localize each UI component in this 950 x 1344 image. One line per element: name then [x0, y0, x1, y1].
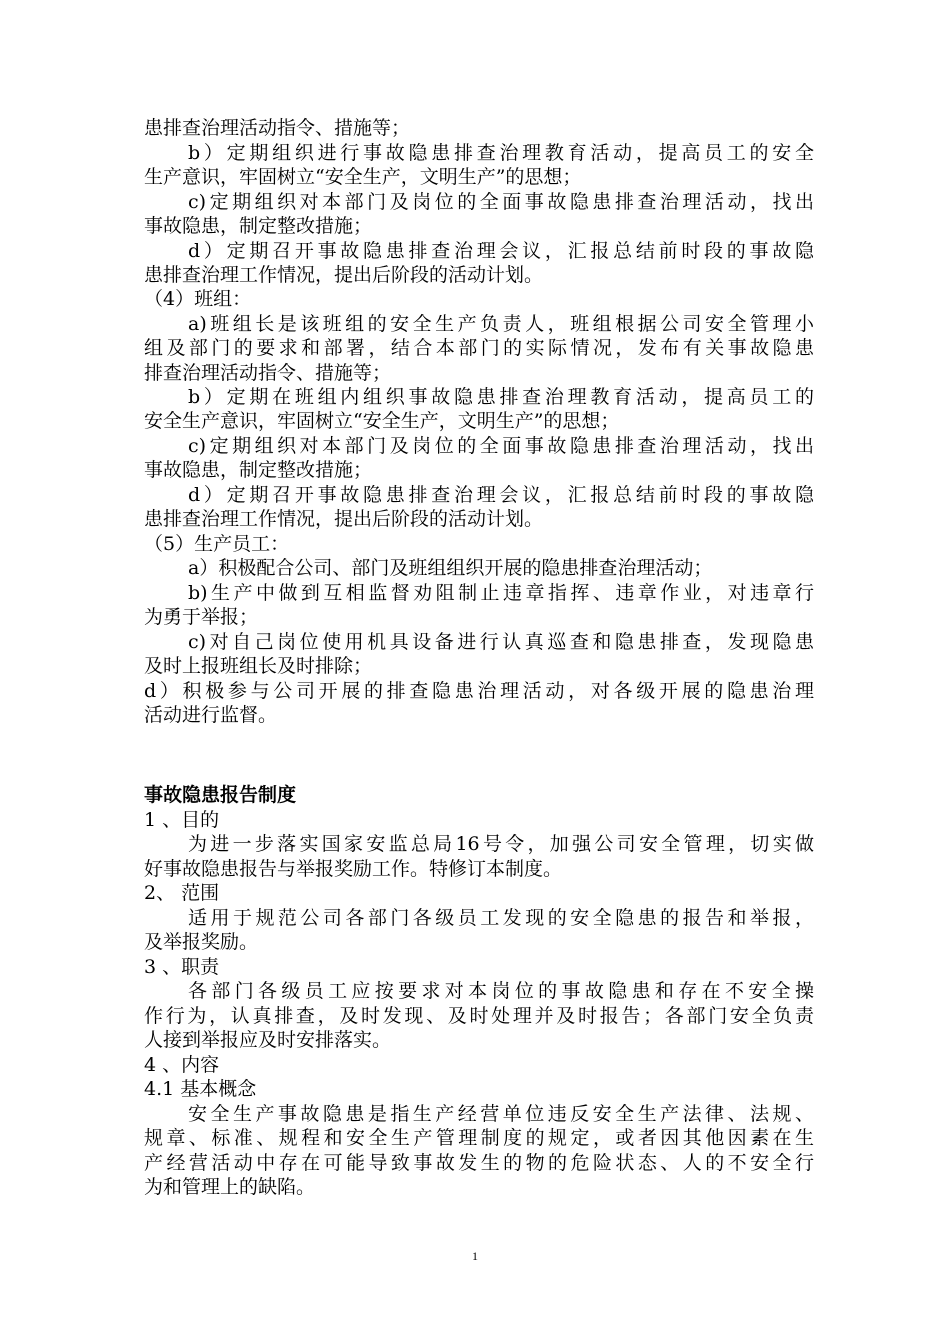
text-line: 人接到举报应及时安排落实。: [144, 1029, 392, 1051]
text-line: 为勇于举报；: [144, 606, 259, 628]
text-line: 为和管理上的缺陷。: [144, 1176, 316, 1198]
text-line: b）定期在班组内组织事故隐患排查治理教育活动，提高员工的: [188, 386, 814, 408]
text-line: 组及部门的要求和部署，结合本部门的实际情况，发布有关事故隐患: [144, 337, 814, 359]
text-line: 安全生产事故隐患是指生产经营单位违反安全生产法律、法规、: [188, 1103, 814, 1125]
text-line: a)班组长是该班组的安全生产负责人，班组根据公司安全管理小: [188, 313, 814, 335]
text-line: d）定期召开事故隐患排查治理会议，汇报总结前时段的事故隐: [188, 484, 814, 506]
text-line: d）定期召开事故隐患排查治理会议，汇报总结前时段的事故隐: [188, 240, 814, 262]
text-line: 产经营活动中存在可能导致事故发生的物的危险状态、人的不安全行: [144, 1152, 814, 1174]
text-line: 事故隐患，制定整改措施；: [144, 215, 373, 237]
text-line: （4）班组：: [144, 288, 252, 310]
text-line: 为进一步落实国家安监总局16号令，加强公司安全管理，切实做: [188, 833, 814, 855]
text-line: 活动进行监督。: [144, 704, 278, 726]
text-line: 排查治理活动指令、措施等；: [144, 362, 392, 384]
text-line: 规章、标准、规程和安全生产管理制度的规定，或者因其他因素在生: [144, 1127, 814, 1149]
text-line: 各部门各级员工应按要求对本岗位的事故隐患和存在不安全操: [188, 980, 814, 1002]
text-line: （5）生产员工：: [144, 533, 290, 555]
text-line: 3 、职责: [144, 956, 220, 978]
section-heading: 事故隐患报告制度: [144, 784, 297, 806]
text-line: 及时上报班组长及时排除；: [144, 655, 373, 677]
text-line: b)生产中做到互相监督劝阻制止违章指挥、违章作业，对违章行: [188, 582, 814, 604]
text-line: a）积极配合公司、部门及班组组织开展的隐患排查治理活动；: [188, 557, 713, 579]
text-line: d）积极参与公司开展的排查隐患治理活动，对各级开展的隐患治理: [144, 680, 814, 702]
text-line: 生产意识，牢固树立“安全生产，文明生产”的思想；: [144, 166, 582, 188]
text-line: 好事故隐患报告与举报奖励工作。特修订本制度。: [144, 858, 563, 880]
text-line: 及举报奖励。: [144, 931, 259, 953]
text-line: 患排查治理工作情况，提出后阶段的活动计划。: [144, 508, 544, 530]
text-line: 患排查治理工作情况，提出后阶段的活动计划。: [144, 264, 544, 286]
page-number: 1: [472, 1249, 478, 1263]
text-line: 4.1 基本概念: [144, 1078, 257, 1100]
text-line: 作行为，认真排查，及时发现、及时处理并及时报告；各部门安全负责: [144, 1005, 814, 1027]
text-line: 安全生产意识，牢固树立“安全生产，文明生产”的思想；: [144, 410, 620, 432]
text-line: 4 、内容: [144, 1054, 220, 1076]
text-line: 患排查治理活动指令、措施等；: [144, 117, 411, 139]
text-line: b）定期组织进行事故隐患排查治理教育活动，提高员工的安全: [188, 142, 814, 164]
text-line: c)定期组织对本部门及岗位的全面事故隐患排查治理活动，找出: [188, 435, 814, 457]
text-line: 2、 范围: [144, 882, 220, 904]
text-line: 事故隐患，制定整改措施；: [144, 459, 373, 481]
text-line: 适用于规范公司各部门各级员工发现的安全隐患的报告和举报，: [188, 907, 814, 929]
text-line: c)定期组织对本部门及岗位的全面事故隐患排查治理活动，找出: [188, 191, 814, 213]
text-line: 1 、目的: [144, 809, 220, 831]
text-line: c)对自己岗位使用机具设备进行认真巡查和隐患排查，发现隐患: [188, 631, 814, 653]
